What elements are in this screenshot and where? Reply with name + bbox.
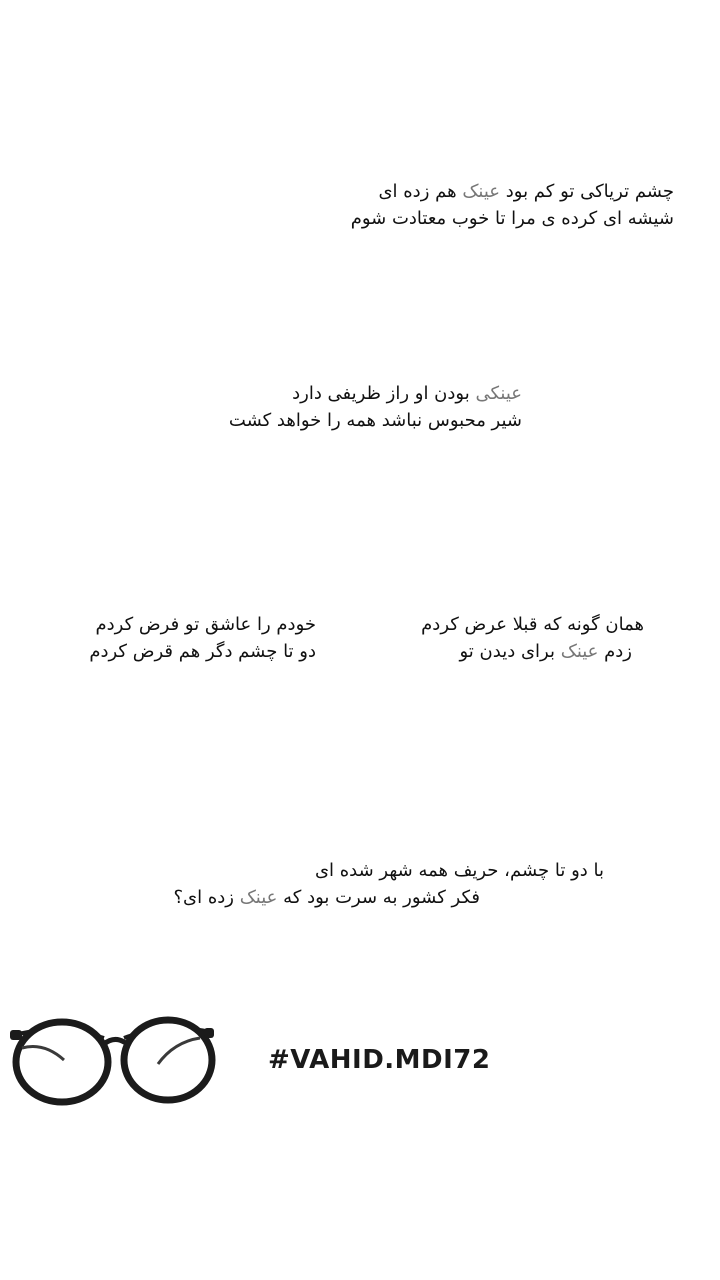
poem-verse-4-line-2: دو تا چشم دگر هم قرض کردم: [89, 641, 316, 662]
poem-verse-2-line-1: عینکی بودن او راز ظریفی دارد: [292, 383, 522, 404]
poem-verse-2-line-2: شیر محبوس نباشد همه را خواهد کشت: [228, 410, 522, 431]
poem-verse-3-line-2: زدم عینک برای دیدن تو: [459, 641, 632, 662]
poem-verse-4-line-1: خودم را عاشق تو فرض کردم: [95, 614, 316, 635]
poem-verse-2: [229, 380, 522, 434]
poem-verse-5-line-1: با دو تا چشم، حریف همه شهر شده ای: [314, 860, 604, 881]
poem-verse-5: [173, 857, 604, 911]
poem-verse-3-line-1: همان گونه که قبلا عرض کردم: [421, 614, 644, 635]
eyeglasses-icon: [4, 1008, 218, 1108]
highlight-word: عینک: [239, 887, 278, 908]
poem-verse-5-line-2: فکر کشور به سرت بود که عینک زده ای؟: [173, 887, 480, 908]
poem-verse-1: [351, 178, 674, 232]
poem-verse-1-line-2: شیشه ای کرده ی مرا تا خوب معتادت شوم: [350, 208, 674, 229]
highlight-word: عینک: [462, 181, 501, 202]
hashtag-text: #VAHID.MDI72: [268, 1045, 491, 1075]
poem-verse-4: [89, 611, 316, 665]
highlight-word: عینک: [560, 641, 599, 662]
poem-verse-3: [421, 611, 644, 665]
poem-verse-1-line-1: چشم تریاکی تو کم بود عینک هم زده ای: [378, 181, 674, 202]
highlight-word: عینکی: [475, 383, 522, 404]
